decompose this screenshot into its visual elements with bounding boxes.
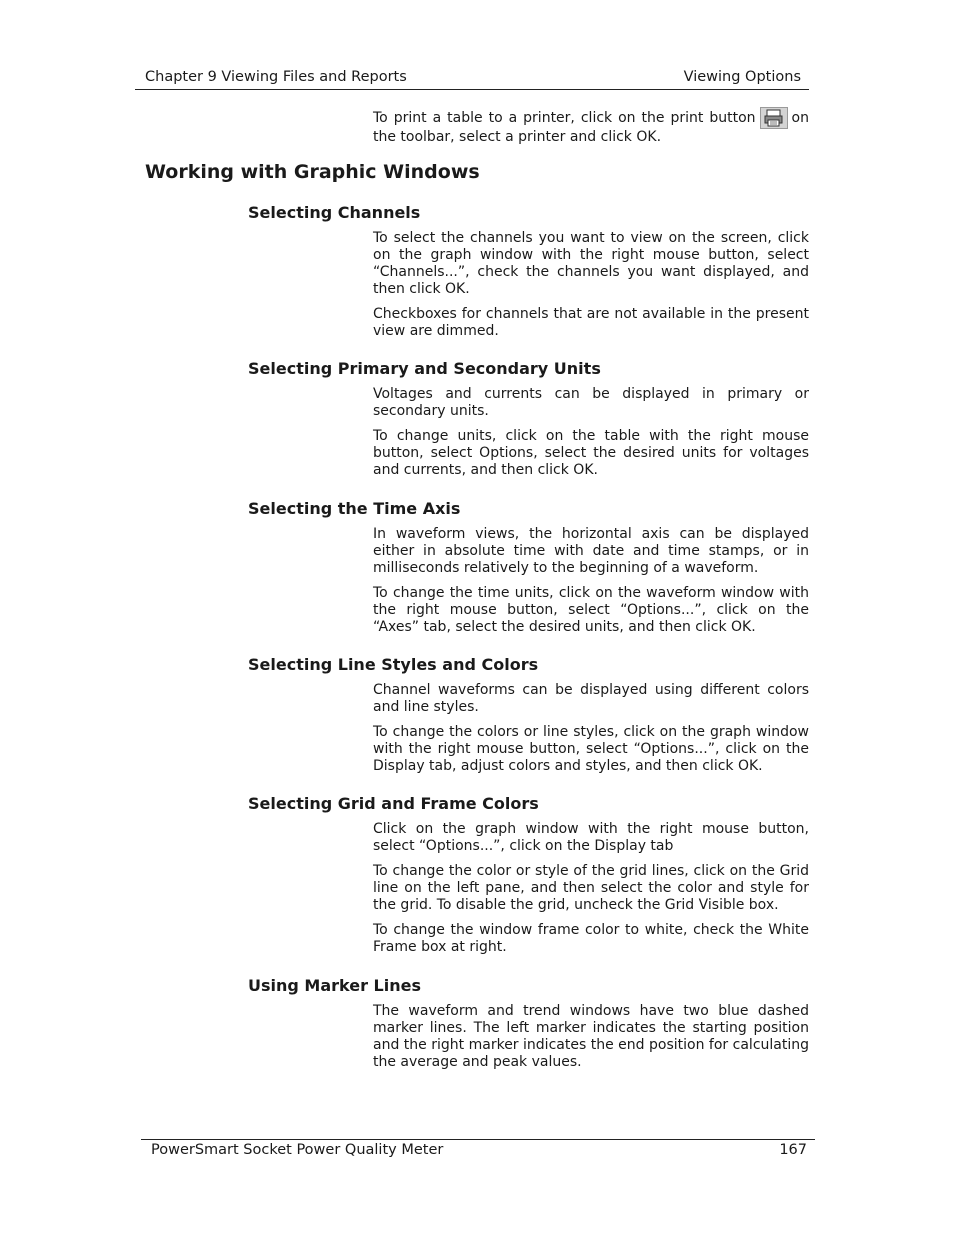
section-body: [373, 821, 809, 964]
section-body: [373, 230, 809, 348]
paragraph: Checkboxes for channels that are not available in the present view are dimmed.: [373, 306, 809, 339]
paragraph: To change the colors or line styles, click on the graph window with the right mouse button, select “Options...”, click on the Display tab, adjust colors and styles, and then click OK.: [373, 724, 809, 774]
section-body: [373, 682, 809, 783]
main-heading: Working with Graphic Windows: [145, 161, 480, 183]
section-heading: Selecting Channels: [248, 203, 421, 222]
paragraph: To change the color or style of the grid lines, click on the Grid line on the left pane, and then select the color and style for the grid. To disable the grid, uncheck the Grid Visible box.: [373, 863, 809, 913]
chapter-title: Chapter 9 Viewing Files and Reports: [145, 69, 407, 85]
paragraph: To change units, click on the table with the right mouse button, select Options, select the desired units for voltages and currents, and then click OK.: [373, 428, 809, 478]
section-heading: Selecting the Time Axis: [248, 499, 461, 518]
intro-paragraph: [373, 107, 809, 154]
section-heading: Selecting Primary and Secondary Units: [248, 359, 601, 378]
document-title: PowerSmart Socket Power Quality Meter: [151, 1142, 444, 1158]
page-footer: [141, 1139, 815, 1158]
paragraph: To change the time units, click on the waveform window with the right mouse button, select “Options...”, click on the “Axes” tab, select the desired units, and then click OK.: [373, 585, 809, 635]
section-body: [373, 526, 809, 644]
page-header: [135, 69, 809, 90]
paragraph: To change the window frame color to white, check the White Frame box at right.: [373, 922, 809, 955]
paragraph: In waveform views, the horizontal axis can be displayed either in absolute time with date and time stamps, or in milliseconds relatively to the beginning of a waveform.: [373, 526, 809, 576]
section-heading: Selecting Grid and Frame Colors: [248, 794, 539, 813]
section-title: Viewing Options: [683, 69, 801, 85]
paragraph: Channel waveforms can be displayed using different colors and line styles.: [373, 682, 809, 715]
paragraph: The waveform and trend windows have two blue dashed marker lines. The left marker indicates the starting position and the right marker indicates the end position for calculating the average and peak values.: [373, 1003, 809, 1070]
intro-text-after: on the toolbar, select a printer and click OK.: [373, 110, 809, 145]
page-number: 167: [779, 1142, 807, 1158]
paragraph: To select the channels you want to view on the screen, click on the graph window with the right mouse button, select “Channels...”, check the channels you want displayed, and then click OK.: [373, 230, 809, 297]
intro-text-before: To print a table to a printer, click on the print button: [373, 110, 756, 126]
paragraph: Click on the graph window with the right mouse button, select “Options...”, click on the Display tab: [373, 821, 809, 854]
printer-icon: [760, 107, 788, 129]
paragraph: Voltages and currents can be displayed in primary or secondary units.: [373, 386, 809, 419]
section-body: [373, 386, 809, 487]
section-heading: Using Marker Lines: [248, 976, 421, 995]
section-body: [373, 1003, 809, 1079]
section-heading: Selecting Line Styles and Colors: [248, 655, 539, 674]
